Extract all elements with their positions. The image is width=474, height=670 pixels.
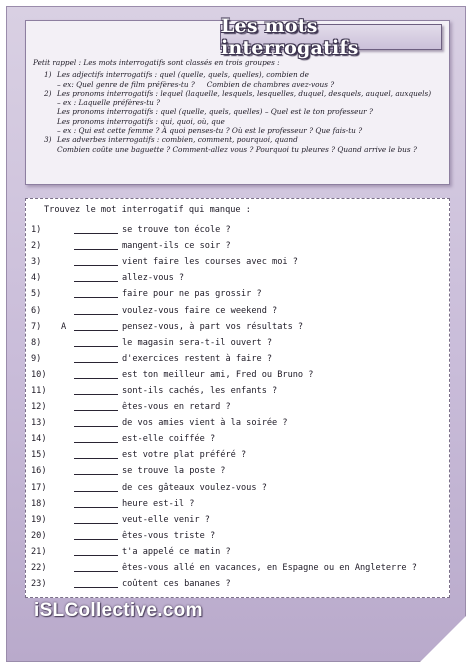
exercise-item-number: 8) — [31, 337, 42, 348]
reminder-line-text: Les pronoms interrogatifs : quel (quelle, quels, quelles) – Quel est le ton professeur ? — [57, 107, 373, 117]
reminder-line — [33, 126, 443, 135]
exercise-item — [31, 335, 441, 351]
answer-blank[interactable] — [74, 353, 118, 363]
exercise-item — [31, 351, 441, 367]
exercise-item-number: 2) — [31, 241, 42, 252]
answer-blank[interactable] — [74, 498, 118, 508]
reminder-line-text: – ex : Laquelle préfères-tu ? — [57, 98, 161, 108]
exercise-item-text: est ton meilleur ami, Fred ou Bruno ? — [122, 369, 314, 380]
reminder-line-text: Combien coûte une baguette ? Comment-allez vous ? Pourquoi tu pleures ? Quand arrive le bus ? — [57, 144, 417, 154]
page-title: Les mots interrogatifs — [221, 15, 359, 59]
reminder-line — [33, 107, 443, 116]
exercise-item-text: allez-vous ? — [122, 273, 185, 284]
exercise-item-prefix: A — [61, 321, 67, 332]
exercise-item — [31, 480, 441, 496]
answer-blank[interactable] — [74, 305, 118, 315]
exercise-item — [31, 302, 441, 318]
exercise-item-number: 23) — [31, 579, 47, 590]
reminder-line — [33, 98, 443, 107]
reminder-line — [33, 145, 443, 154]
answer-blank[interactable] — [74, 337, 118, 347]
exercise-item-text: t'a appelé ce matin ? — [122, 546, 231, 557]
exercise-item-number: 11) — [31, 385, 47, 396]
exercise-item — [31, 415, 441, 431]
exercise-item — [31, 447, 441, 463]
answer-blank[interactable] — [74, 578, 118, 588]
exercise-item — [31, 270, 441, 286]
reminder-line-text: Les adjectifs interrogatifs : quel (quelle, quels, quelles), combien de — [57, 70, 309, 80]
exercise-item-number: 14) — [31, 434, 47, 445]
answer-blank[interactable] — [74, 546, 118, 556]
exercise-item-number: 7) — [31, 321, 42, 332]
exercise-item-number: 18) — [31, 498, 47, 509]
site-logo: iSLCollective.com — [34, 600, 203, 621]
reminder-line-text: – ex: Quel genre de film préfères-tu ? — [57, 79, 195, 89]
answer-blank[interactable] — [74, 465, 118, 475]
exercise-item-number: 12) — [31, 402, 47, 413]
answer-blank[interactable] — [74, 240, 118, 250]
exercise-instruction: Trouvez le mot interrogatif qui manque : — [44, 205, 251, 215]
exercise-item-text: se trouve ton école ? — [122, 225, 231, 236]
exercise-item-text: de vos amies vient à la soirée ? — [122, 418, 288, 429]
exercise-item-number: 9) — [31, 353, 42, 364]
exercise-item — [31, 399, 441, 415]
exercise-item-number: 21) — [31, 546, 47, 557]
reminder-line-text: Les adverbes interrogatifs : combien, comment, pourquoi, quand — [57, 135, 298, 145]
reminder-lines — [33, 70, 443, 154]
exercise-item — [31, 560, 441, 576]
exercise-item — [31, 222, 441, 238]
exercise-item-text: est-elle coiffée ? — [122, 434, 216, 445]
exercise-item — [31, 544, 441, 560]
answer-blank[interactable] — [74, 401, 118, 411]
exercise-item — [31, 463, 441, 479]
exercise-item-number: 5) — [31, 289, 42, 300]
reminder-line-text: Les pronoms interrogatifs : lequel (laquelle, lesquels, lesquelles, duquel, desquels, auquel, auxquels) — [57, 88, 432, 98]
exercise-item-number: 20) — [31, 530, 47, 541]
exercise-item-text: voulez-vous faire ce weekend ? — [122, 305, 278, 316]
answer-blank[interactable] — [74, 272, 118, 282]
exercise-item-text: est votre plat préféré ? — [122, 450, 247, 461]
exercise-item-text: sont-ils cachés, les enfants ? — [122, 385, 278, 396]
exercise-item — [31, 576, 441, 592]
answer-blank[interactable] — [74, 385, 118, 395]
exercise-item-text: vient faire les courses avec moi ? — [122, 257, 298, 268]
reminder-line — [33, 80, 443, 89]
answer-blank[interactable] — [74, 417, 118, 427]
answer-blank[interactable] — [74, 433, 118, 443]
exercise-item-number: 3) — [31, 257, 42, 268]
exercise-item-number: 15) — [31, 450, 47, 461]
exercise-item — [31, 238, 441, 254]
reminder-line — [33, 117, 443, 126]
answer-blank[interactable] — [74, 562, 118, 572]
exercise-item-number: 13) — [31, 418, 47, 429]
answer-blank[interactable] — [74, 530, 118, 540]
reminder-line — [33, 135, 443, 144]
exercise-item — [31, 367, 441, 383]
exercise-list — [31, 222, 441, 592]
reminder-line-text: Combien de chambres avez-vous ? — [206, 79, 335, 89]
exercise-item — [31, 528, 441, 544]
answer-blank[interactable] — [74, 321, 118, 331]
reminder-line-text: – ex : Qui est cette femme ? À quoi penses-tu ? Où est le professeur ? Que fais-tu ? — [57, 126, 363, 136]
exercise-item-text: mangent-ils ce soir ? — [122, 241, 231, 252]
exercise-item-text: le magasin sera-t-il ouvert ? — [122, 337, 273, 348]
exercise-item-number: 4) — [31, 273, 42, 284]
exercise-item — [31, 383, 441, 399]
title-banner — [220, 15, 442, 59]
exercise-item — [31, 512, 441, 528]
answer-blank[interactable] — [74, 224, 118, 234]
exercise-item — [31, 496, 441, 512]
exercise-item-number: 22) — [31, 563, 47, 574]
exercise-item — [31, 254, 441, 270]
reminder-line-number: 3) — [44, 135, 52, 145]
exercise-item — [31, 431, 441, 447]
reminder-line-number: 2) — [44, 88, 52, 98]
exercise-item-number: 6) — [31, 305, 42, 316]
exercise-item-text: se trouve la poste ? — [122, 466, 226, 477]
exercise-item-number: 16) — [31, 466, 47, 477]
exercise-item-number: 1) — [31, 225, 42, 236]
answer-blank[interactable] — [74, 288, 118, 298]
exercise-item-text: êtes-vous triste ? — [122, 530, 216, 541]
page-curl-corner — [420, 616, 466, 662]
reminder-line — [33, 89, 443, 98]
exercise-item-number: 10) — [31, 369, 47, 380]
exercise-item-number: 19) — [31, 514, 47, 525]
answer-blank[interactable] — [74, 369, 118, 379]
exercise-item-text: êtes-vous allé en vacances, en Espagne ou en Angleterre ? — [122, 563, 417, 574]
exercise-item-text: faire pour ne pas grossir ? — [122, 289, 262, 300]
exercise-item-text: pensez-vous, à part vos résultats ? — [122, 321, 304, 332]
answer-blank[interactable] — [74, 482, 118, 492]
answer-blank[interactable] — [74, 256, 118, 266]
answer-blank[interactable] — [74, 449, 118, 459]
reminder-intro: Petit rappel : Les mots interrogatifs sont classés en trois groupes : — [33, 58, 280, 67]
reminder-line-text: Les pronoms interrogatifs : qui, quoi, où, que — [57, 116, 225, 126]
exercise-item-text: coûtent ces bananes ? — [122, 579, 231, 590]
exercise-item-text: heure est-il ? — [122, 498, 195, 509]
reminder-line — [33, 70, 443, 79]
exercise-item-text: êtes-vous en retard ? — [122, 402, 231, 413]
grammar-reminder — [33, 58, 443, 154]
exercise-item — [31, 286, 441, 302]
exercise-item-text: d'exercices restent à faire ? — [122, 353, 273, 364]
answer-blank[interactable] — [74, 514, 118, 524]
exercise-item-text: de ces gâteaux voulez-vous ? — [122, 482, 267, 493]
exercise-item-text: veut-elle venir ? — [122, 514, 210, 525]
reminder-line-number: 1) — [44, 70, 52, 80]
exercise-item — [31, 319, 441, 335]
exercise-item-number: 17) — [31, 482, 47, 493]
